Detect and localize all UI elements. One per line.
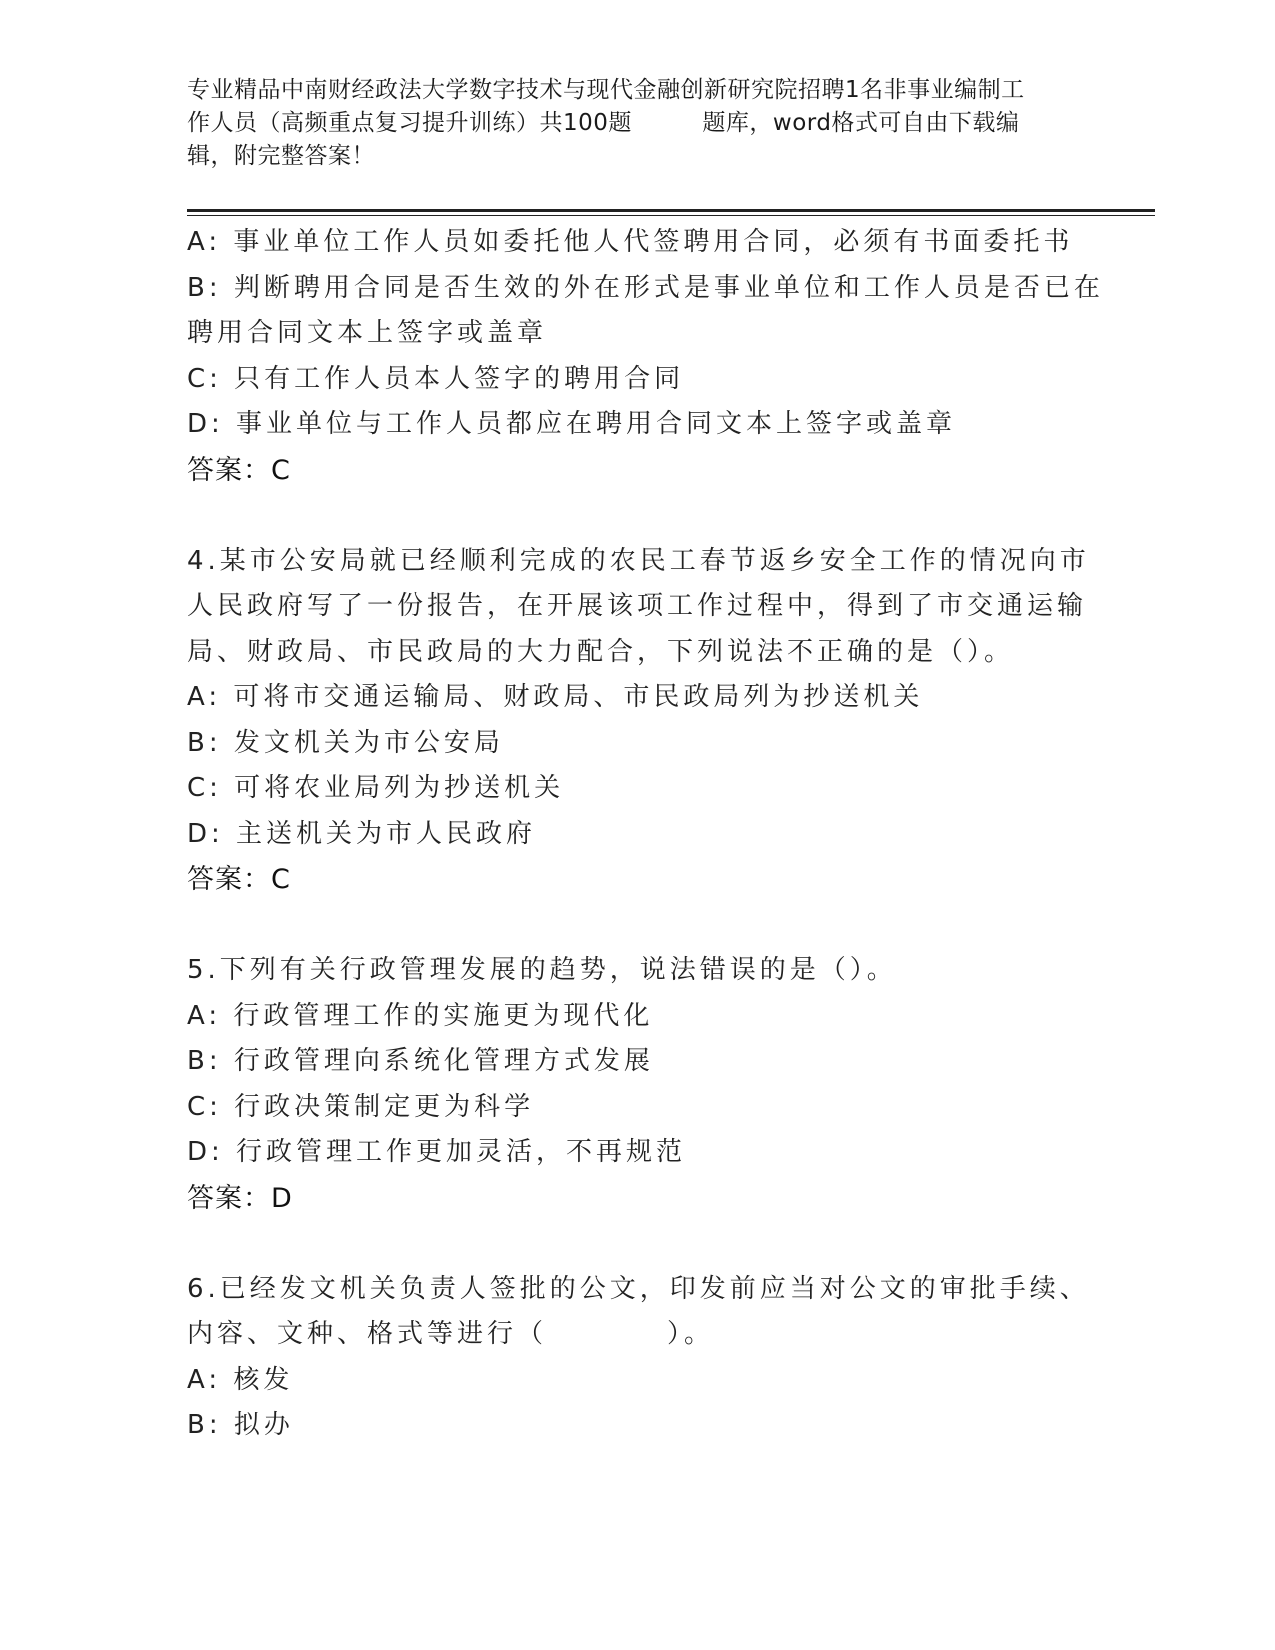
question-block-4 — [187, 539, 1107, 903]
option-a: A: 核发 — [187, 1364, 294, 1395]
header-rule-thick — [187, 209, 1155, 212]
option-d: D: 行政管理工作更加灵活，不再规范 — [187, 1137, 687, 1167]
option-b: B: 拟办 — [187, 1410, 294, 1440]
option-c: C: 只有工作人员本人签字的聘用合同 — [187, 363, 685, 394]
question-stem: 5.下列有关行政管理发展的趋势，说法错误的是（）。 — [187, 955, 897, 985]
option-b: B: 发文机关为市公安局 — [187, 727, 504, 758]
option-b: B: 行政管理向系统化管理方式发展 — [187, 1046, 654, 1076]
question-block-5 — [187, 948, 1107, 1221]
option-b: B: 判断聘用合同是否生效的外在形式是事业单位和工作人员是否已在 — [187, 272, 1104, 303]
option-c: C: 行政决策制定更为科学 — [187, 1091, 535, 1122]
document-header — [187, 74, 1092, 173]
answer-label: 答案：C — [187, 864, 291, 895]
option-a: A: 事业单位工作人员如委托他人代签聘用合同，必须有书面委托书 — [187, 227, 1074, 257]
question-stem: 6.已经发文机关负责人签批的公文，印发前应当对公文的审批手续、 — [187, 1273, 1090, 1304]
answer-label: 答案：D — [187, 1182, 293, 1214]
question-stem: 4.某市公安局就已经顺利完成的农民工春节返乡安全工作的情况向市 — [187, 545, 1090, 576]
option-c: C: 可将农业局列为抄送机关 — [187, 773, 565, 803]
header-rule-thin — [187, 215, 1155, 216]
question-stem: 局、财政局、市民政局的大力配合，下列说法不正确的是（）。 — [187, 636, 1015, 667]
spacer — [187, 1221, 1107, 1267]
answer-label: 答案：C — [187, 454, 291, 486]
question-block-6 — [187, 1267, 1107, 1449]
header-line: 辑，附完整答案！ — [187, 143, 375, 169]
option-d: D: 事业单位与工作人员都应在聘用合同文本上签字或盖章 — [187, 409, 957, 439]
option-b-continued: 聘用合同文本上签字或盖章 — [187, 318, 548, 348]
question-stem: 人民政府写了一份报告，在开展该项工作过程中，得到了市交通运输 — [187, 591, 1088, 621]
spacer — [187, 493, 1107, 539]
option-a: A: 可将市交通运输局、财政局、市民政局列为抄送机关 — [187, 682, 924, 712]
option-d: D: 主送机关为市人民政府 — [187, 818, 537, 849]
question-list — [187, 220, 1107, 1449]
question-stem: 内容、文种、格式等进行（ ）。 — [187, 1319, 715, 1349]
header-line: 专业精品中南财经政法大学数字技术与现代金融创新研究院招聘1名非事业编制工 — [187, 77, 1025, 103]
header-line: 作人员（高频重点复习提升训练）共100题 题库，word格式可自由下载编 — [187, 110, 1020, 136]
question-block-3 — [187, 220, 1107, 493]
option-a: A: 行政管理工作的实施更为现代化 — [187, 1000, 654, 1031]
spacer — [187, 903, 1107, 949]
